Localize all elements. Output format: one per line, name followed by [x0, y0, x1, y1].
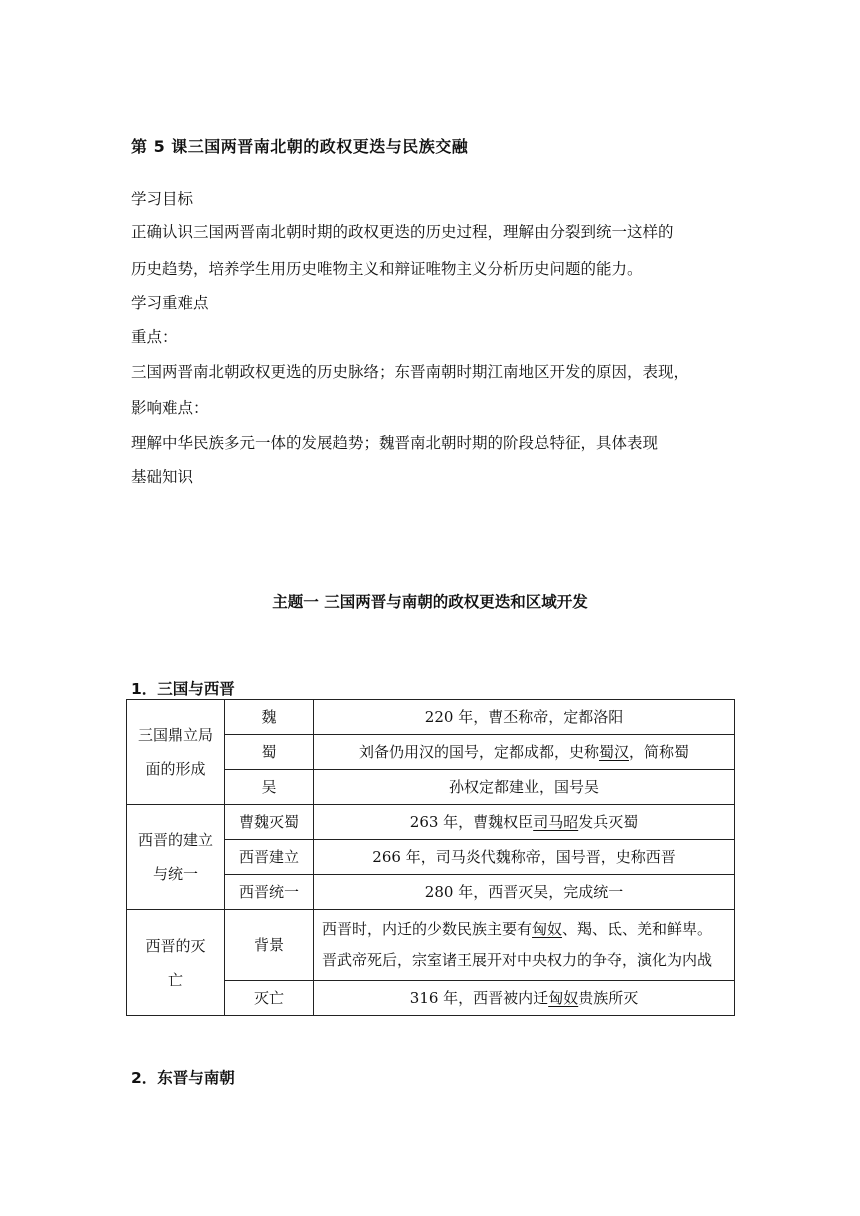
- underlined-term: 匈奴: [532, 920, 563, 938]
- row-name: 灭亡: [225, 981, 314, 1016]
- section-1-heading: 1．三国与西晋: [131, 680, 235, 698]
- table-row: [127, 700, 735, 735]
- difficult-points-line: 理解中华民族多元一体的发展趋势；魏晋南北朝时期的阶段总特征，具体表现: [131, 434, 659, 452]
- basics-heading: 基础知识: [131, 468, 194, 486]
- row-content: 220 年，曹丕称帝，定都洛阳: [314, 700, 735, 735]
- underlined-term: 蜀汉: [598, 743, 629, 761]
- group-label-fall-of-jin: 西晋的灭亡: [127, 910, 225, 1016]
- goals-heading: 学习目标: [131, 190, 194, 208]
- underlined-term: 司马昭: [533, 813, 579, 831]
- row-content: 刘备仍用汉的国号，定都成都，史称蜀汉，简称蜀: [314, 735, 735, 770]
- row-name: 魏: [225, 700, 314, 735]
- goals-line-2: 历史趋势，培养学生用历史唯物主义和辩证唯物主义分析历史问题的能力。: [131, 260, 643, 278]
- row-content: 263 年，曹魏权臣司马昭发兵灭蜀: [314, 805, 735, 840]
- row-name: 西晋建立: [225, 840, 314, 875]
- section-2-heading: 2．东晋与南朝: [131, 1069, 235, 1087]
- key-points-line-1: 三国两晋南北朝政权更选的历史脉络；东晋南朝时期江南地区开发的原因，表现，: [131, 363, 690, 381]
- row-name: 背景: [225, 910, 314, 981]
- table-row: [127, 805, 735, 840]
- group-label-three-kingdoms: 三国鼎立局面的形成: [127, 700, 225, 805]
- key-points-line-2: 影响难点：: [131, 399, 209, 417]
- goals-line-1: 正确认识三国两晋南北朝时期的政权更迭的历史过程，理解由分裂到统一这样的: [131, 223, 674, 241]
- topic-title: 主题一 三国两晋与南朝的政权更迭和区域开发: [272, 593, 588, 611]
- group-label-western-jin: 西晋的建立与统一: [127, 805, 225, 910]
- knowledge-table: [126, 699, 735, 1016]
- row-name: 曹魏灭蜀: [225, 805, 314, 840]
- lesson-title: 第 5 课三国两晋南北朝的政权更迭与民族交融: [131, 137, 469, 156]
- row-name: 西晋统一: [225, 875, 314, 910]
- row-content: 266 年，司马炎代魏称帝，国号晋，史称西晋: [314, 840, 735, 875]
- underlined-term: 匈奴: [548, 989, 579, 1007]
- key-points-label: 重点：: [131, 328, 178, 346]
- row-content: 孙权定都建业，国号吴: [314, 770, 735, 805]
- row-content: 316 年，西晋被内迁匈奴贵族所灭: [314, 981, 735, 1016]
- row-content: 280 年，西晋灭吴，完成统一: [314, 875, 735, 910]
- row-name: 蜀: [225, 735, 314, 770]
- table-row: [127, 910, 735, 981]
- row-content: 西晋时，内迁的少数民族主要有匈奴、羯、氐、羌和鲜卑。晋武帝死后，宗室诸王展开对中央权力的争夺，演化为内战: [314, 910, 735, 981]
- row-name: 吴: [225, 770, 314, 805]
- difficulty-heading: 学习重难点: [131, 294, 209, 312]
